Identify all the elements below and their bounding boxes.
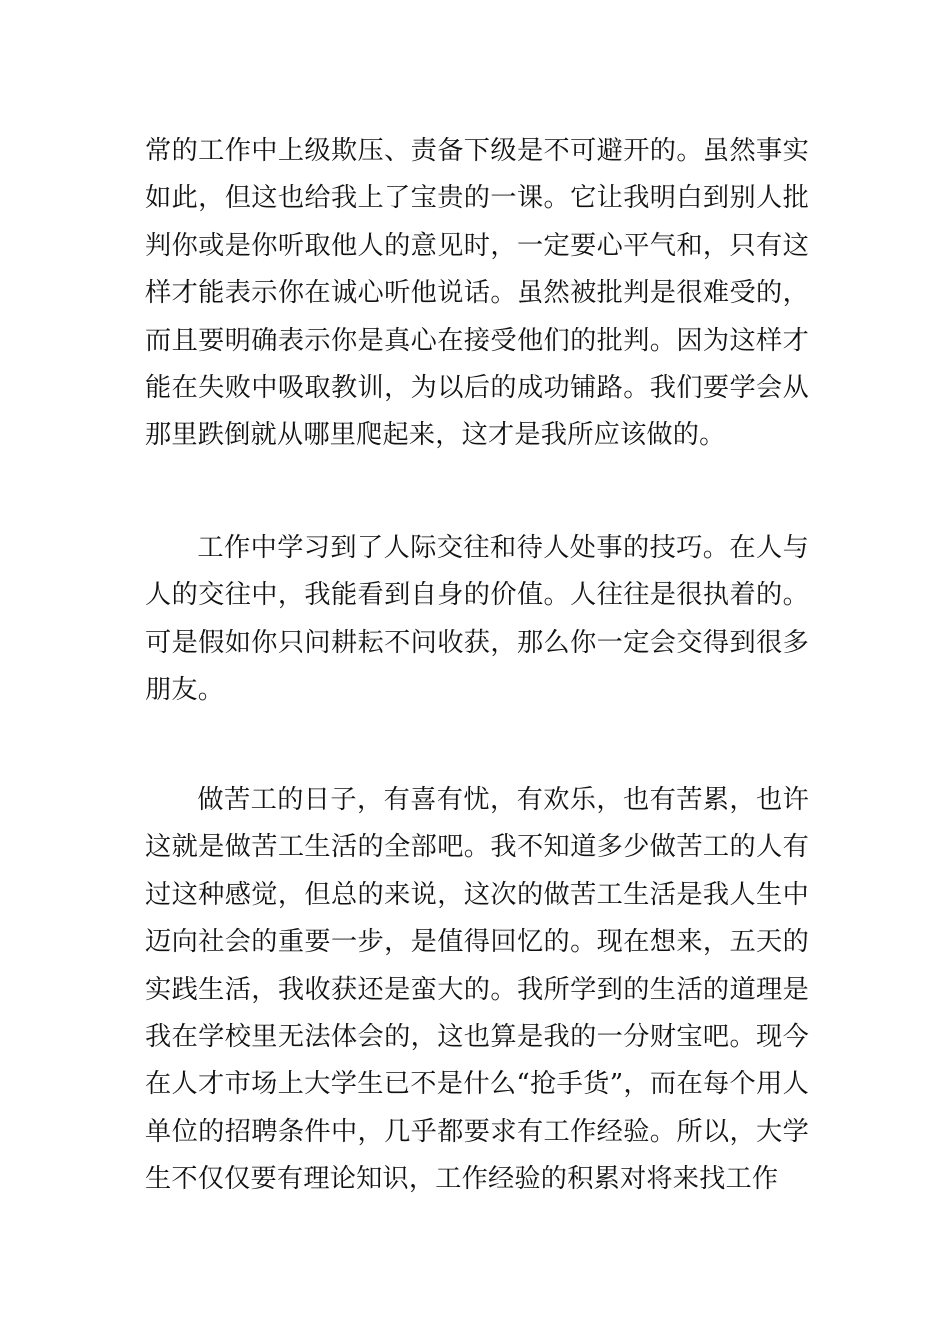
paragraph-interpersonal-skills: 工作中学习到了人际交往和待人处事的技巧。在人与人的交往中，我能看到自身的价值。人往往是很执着的。可是假如你只问耕耘不问收获，那么你一定会交得到很多朋友。 bbox=[145, 533, 809, 706]
paragraph-hard-work-life: 做苦工的日子，有喜有忧，有欢乐，也有苦累，也许这就是做苦工生活的全部吧。我不知道多少做苦工的人有过这种感觉，但总的来说，这次的做苦工生活是我人生中迈向社会的重要一步，是值得回忆的。现在想来，五天的实践生活，我收获还是蛮大的。我所学到的生活的道理是我在学校里无法体会的，这也算是我的一分财宝吧。现今在人才市场上大学生已不是什么“抢手货”，而在每个用人单位的招聘条件中，几乎都要求有工作经验。所以，大学生不仅仅要有理论知识，工作经验的积累对将来找工作 bbox=[145, 785, 809, 1195]
paragraph-continuation: 常的工作中上级欺压、责备下级是不可避开的。虽然事实如此，但这也给我上了宝贵的一课。它让我明白到别人批判你或是你听取他人的意见时，一定要心平气和，只有这样才能表示你在诚心听他说话。虽然被批判是很难受的，而且要明确表示你是真心在接受他们的批判。因为这样才能在失败中吸取教训，为以后的成功铺路。我们要学会从那里跌倒就从哪里爬起来，这才是我所应该做的。 bbox=[145, 136, 809, 451]
